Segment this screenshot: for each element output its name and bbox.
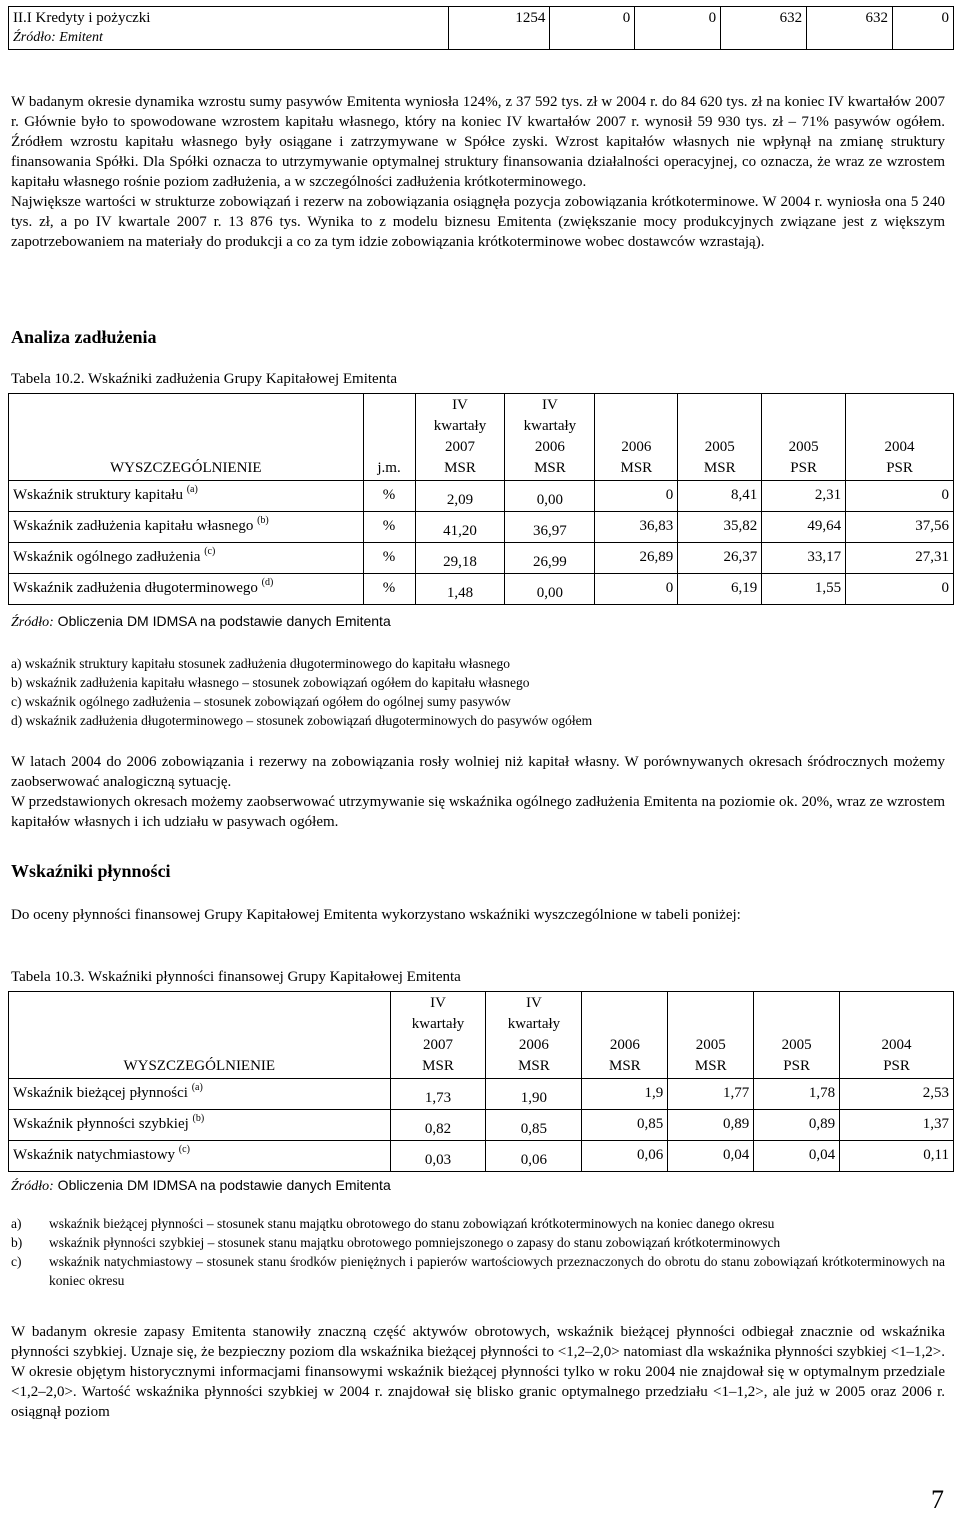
section-heading: Wskaźniki płynności — [11, 861, 171, 881]
row-label — [9, 574, 364, 605]
note-label: c) — [11, 1254, 22, 1269]
row-label — [9, 512, 364, 543]
paragraph: W badanym okresie dynamika wzrostu sumy pasywów Emitenta wyniosła 124%, z 37 592 tys. zł w 2004 r. do 84 620 tys. zł na koniec IV kwartałów 2007 r. Głównie było to spowodowane wzrostem kapitału własnego, który na koniec IV kwartałów 2007 r. wynosił 59 930 tys. zł – 71% pasywów ogółem. Źródłem wzrostu kapitału własnego były osiągane i zatrzymywane w Spółce zyski. Wzrost kapitałów własnych nie wpłynął na zmianę struktury finansowania Spółki. Dla Spółki oznacza to utrzymywanie optymalnej struktury finansowania działalności operacyjnej, co oznacza, że wraz ze wzrostem kapitału własnego rośnie poziom zadłużenia, a w szczególności zadłużenia krótkoterminowego. — [11, 94, 945, 190]
credits-label-cell — [9, 7, 449, 50]
header-line: PSR — [883, 1058, 910, 1074]
source-label: Źródło: — [11, 615, 54, 630]
table-row — [9, 1141, 954, 1172]
table-cell: 0,00 — [505, 574, 595, 605]
page-number: 7 — [931, 1485, 944, 1513]
header-line: kwartały — [411, 1016, 465, 1032]
header-line: MSR — [703, 460, 736, 476]
header-line: MSR — [534, 460, 566, 476]
note-text: wskaźnik bieżącej płynności – stosunek stanu majątku obrotowego do stanu zobowiązań krótkoterminowych na koniec danego okresu — [49, 1216, 775, 1231]
footnote-marker: (b) — [257, 515, 269, 527]
row-label — [9, 543, 364, 574]
row-label-text: Wskaźnik zadłużenia kapitału własnego — [13, 518, 254, 535]
table-cell: 0,04 — [668, 1141, 754, 1172]
table-cell: 1,48 — [415, 574, 505, 605]
header-line: IV — [452, 397, 468, 413]
column-header — [595, 394, 678, 481]
table-cell: 632 — [807, 7, 893, 50]
intro-text — [11, 92, 945, 252]
column-header — [840, 992, 954, 1079]
row-label — [9, 1141, 391, 1172]
table-cell: 26,89 — [595, 543, 678, 574]
note — [11, 1214, 945, 1233]
table-source — [11, 1176, 391, 1196]
unit-cell: % — [363, 574, 415, 605]
table-cell: 29,18 — [415, 543, 505, 574]
header-line: 2005 — [781, 1037, 812, 1053]
header-line: IV — [430, 995, 446, 1011]
header-line: MSR — [518, 1058, 550, 1074]
footnote-marker: (c) — [178, 1144, 190, 1156]
table-cell: 2,53 — [840, 1079, 954, 1110]
debt-commentary — [11, 752, 945, 832]
paragraph: W latach 2004 do 2006 zobowiązania i rezerwy na zobowiązania rosły wolniej niż kapitał własny. W porównywanych okresach śródrocznych możemy zaobserwować analogiczną sytuację. — [11, 754, 945, 790]
paragraph: W przedstawionych okresach możemy zaobserwować utrzymywanie się wskaźnika ogólnego zadłużenia Emitenta na poziomie ok. 20%, wraz ze wzrostem kapitałów własnych i ich udziału w pasywach ogółem. — [11, 794, 945, 830]
column-header: WYSZCZEGÓLNIENIE — [9, 394, 364, 481]
table-caption: Tabela 10.2. Wskaźniki zadłużenia Grupy Kapitałowej Emitenta — [11, 371, 398, 387]
column-header — [582, 992, 668, 1079]
section-heading: Analiza zadłużenia — [11, 327, 157, 347]
table-cell: 0,06 — [486, 1141, 582, 1172]
table-cell: 0 — [893, 7, 954, 50]
header-line: PSR — [790, 460, 817, 476]
note-label: b) — [11, 1235, 23, 1250]
table-cell: 26,37 — [678, 543, 762, 574]
header-line: MSR — [609, 1058, 641, 1074]
table-cell: 0,06 — [582, 1141, 668, 1172]
footnote-marker: (a) — [186, 484, 198, 496]
note-text: wskaźnik płynności szybkiej – stosunek stanu majątku obrotowego pomniejszonego o zapasy do stanu zobowiązań krótkoterminowych — [49, 1235, 781, 1250]
row-label — [9, 1110, 391, 1141]
header-line: 2007 — [444, 439, 475, 455]
header-line: 2006 — [518, 1037, 549, 1053]
row-label-text: Wskaźnik ogólnego zadłużenia — [13, 549, 201, 566]
debt-notes — [11, 654, 945, 730]
footnote-marker: (a) — [191, 1082, 203, 1094]
footnote-marker: (c) — [204, 546, 216, 558]
table-cell: 0 — [595, 481, 678, 512]
column-header — [390, 992, 486, 1079]
header-line: 2006 — [534, 439, 565, 455]
column-header — [754, 992, 840, 1079]
table-cell: 36,97 — [505, 512, 595, 543]
table-cell: 1,77 — [668, 1079, 754, 1110]
table-cell: 35,82 — [678, 512, 762, 543]
table-cell: 1,73 — [390, 1079, 486, 1110]
header-line: 2006 — [609, 1037, 640, 1053]
note: d) wskaźnik zadłużenia długoterminowego – stosunek zobowiązań długoterminowych do pasywów ogółem — [11, 713, 593, 728]
table-cell: 27,31 — [846, 543, 954, 574]
table-cell: 37,56 — [846, 512, 954, 543]
liquidity-rows — [9, 1079, 954, 1172]
source-label: Źródło: — [11, 1179, 54, 1194]
table-cell: 0,85 — [486, 1110, 582, 1141]
table-cell: 36,83 — [595, 512, 678, 543]
column-header — [505, 394, 595, 481]
column-header: WYSZCZEGÓLNIENIE — [9, 992, 391, 1079]
table-cell: 0,85 — [582, 1110, 668, 1141]
table-cell: 8,41 — [678, 481, 762, 512]
table-cell: 0,00 — [505, 481, 595, 512]
table-caption: Tabela 10.3. Wskaźniki płynności finansowej Grupy Kapitałowej Emitenta — [11, 969, 461, 985]
table-cell: 1,55 — [762, 574, 846, 605]
note-label: a) — [11, 1216, 22, 1231]
header-line: kwartały — [523, 418, 577, 434]
table-source — [11, 612, 391, 632]
table-cell: 0 — [550, 7, 635, 50]
table-row — [9, 574, 954, 605]
column-header: j.m. — [363, 394, 415, 481]
header-line: 2005 — [704, 439, 735, 455]
header-line: 2005 — [788, 439, 819, 455]
table-cell: 0,82 — [390, 1110, 486, 1141]
column-header — [846, 394, 954, 481]
table-row — [9, 1079, 954, 1110]
header-line: PSR — [783, 1058, 810, 1074]
debt-rows — [9, 481, 954, 605]
table-cell: 1254 — [449, 7, 550, 50]
footnote-marker: (d) — [261, 577, 274, 589]
liquidity-table — [8, 991, 954, 1172]
liquidity-commentary: W badanym okresie zapasy Emitenta stanowiły znaczną część aktywów obrotowych, wskaźnik bieżącej płynności odbiegał znacznie od wskaźnika płynności szybkiej. Uznaje się, że bezpieczny poziom dla wskaźnika bieżącej płynności to <1,2–2,0> natomiast dla wskaźnika płynności szybkiej <1–1,2>. W okresie objętym historycznymi informacjami finansowymi wskaźnik bieżącej płynności tylko w roku 2004 nie znajdował się w optymalnym przedziale <1,2–2,0>. Wartość wskaźnika płynności szybkiej w 2004 r. znajdował się blisko granic optymalnego przedziału <1–1,2>, ale już w 2005 oraz 2006 r. osiągnął poziom — [11, 1324, 945, 1420]
source-text: Obliczenia DM IDMSA na podstawie danych Emitenta — [53, 613, 391, 629]
column-header — [415, 394, 505, 481]
unit-cell: % — [363, 543, 415, 574]
note: c) wskaźnik ogólnego zadłużenia – stosunek zobowiązań ogółem do ogólnej sumy pasywów — [11, 694, 511, 709]
table-cell: 33,17 — [762, 543, 846, 574]
table-cell: 1,9 — [582, 1079, 668, 1110]
table-row — [9, 512, 954, 543]
row-label-text: Wskaźnik bieżącej płynności — [13, 1085, 188, 1102]
source-text: Obliczenia DM IDMSA na podstawie danych Emitenta — [53, 1177, 391, 1193]
header-line: PSR — [886, 460, 913, 476]
note: a) wskaźnik struktury kapitału stosunek zadłużenia długoterminowego do kapitału własnego — [11, 656, 510, 671]
liquidity-intro: Do oceny płynności finansowej Grupy Kapitałowej Emitenta wykorzystano wskaźniki wyszczególnione w tabeli poniżej: — [11, 907, 741, 923]
table-header-row — [9, 394, 954, 481]
header-line: IV — [526, 995, 542, 1011]
row-label-text: Wskaźnik zadłużenia długoterminowego — [13, 580, 258, 597]
header-line: kwartały — [507, 1016, 561, 1032]
row-label-text: Wskaźnik natychmiastowy — [13, 1147, 176, 1164]
row-label — [9, 481, 364, 512]
table-cell: 0,89 — [754, 1110, 840, 1141]
credits-table — [8, 6, 954, 50]
header-line: 2004 — [881, 1037, 912, 1053]
note — [11, 1252, 945, 1290]
table-cell: 6,19 — [678, 574, 762, 605]
table-cell: 1,90 — [486, 1079, 582, 1110]
table-header-row — [9, 992, 954, 1079]
paragraph: Największe wartości w strukturze zobowiązań i rezerw na zobowiązania osiągnęła pozycja zobowiązania krótkoterminowe. W 2004 r. wyniosła ona 5 240 tys. zł, a po IV kwartale 2007 r. 13 876 tys. Wynika to z modelu biznesu Emitenta (zwiększanie mocy produkcyjnych związane jest z większym zapotrzebowaniem na materiały do produkcji a co za tym idzie zobowiązania krótkoterminowe wobec dostawców wzrastają). — [11, 194, 945, 250]
table-cell: 0,11 — [840, 1141, 954, 1172]
table-cell: 0,04 — [754, 1141, 840, 1172]
note-text: wskaźnik natychmiastowy – stosunek stanu środków pieniężnych i papierów wartościowych przeznaczonych do obrotu do stanu zobowiązań krótkoterminowych na koniec okresu — [49, 1254, 945, 1288]
table-cell: 2,09 — [415, 481, 505, 512]
liquidity-notes — [11, 1214, 945, 1290]
table-cell: 0,03 — [390, 1141, 486, 1172]
column-header — [486, 992, 582, 1079]
table-cell: 41,20 — [415, 512, 505, 543]
table-cell: 49,64 — [762, 512, 846, 543]
footnote-marker: (b) — [192, 1113, 205, 1125]
header-line: IV — [542, 397, 558, 413]
table-cell: 2,31 — [762, 481, 846, 512]
unit-cell: % — [363, 481, 415, 512]
note — [11, 1233, 945, 1252]
table-cell: 0 — [595, 574, 678, 605]
table-cell: 26,99 — [505, 543, 595, 574]
header-line: MSR — [422, 1058, 454, 1074]
header-line: MSR — [620, 460, 653, 476]
table-cell: 0,89 — [668, 1110, 754, 1141]
table-row — [9, 7, 954, 50]
table-row — [9, 543, 954, 574]
table-cell: 632 — [721, 7, 807, 50]
row-label-text: Wskaźnik płynności szybkiej — [13, 1116, 189, 1133]
table-cell: 0 — [635, 7, 721, 50]
column-header — [762, 394, 846, 481]
row-label — [9, 1079, 391, 1110]
header-line: kwartały — [433, 418, 487, 434]
table-row — [9, 1110, 954, 1141]
header-line: MSR — [694, 1058, 727, 1074]
table-cell: 0 — [846, 481, 954, 512]
header-line: 2005 — [695, 1037, 726, 1053]
column-header — [668, 992, 754, 1079]
header-line: 2004 — [884, 439, 915, 455]
table-row — [9, 481, 954, 512]
row-label-text: Wskaźnik struktury kapitału — [13, 487, 183, 504]
credits-source: Źródło: Emitent — [13, 29, 103, 45]
header-line: 2006 — [621, 439, 652, 455]
table-cell: 1,37 — [840, 1110, 954, 1141]
header-line: MSR — [444, 460, 476, 476]
note: b) wskaźnik zadłużenia kapitału własnego – stosunek zobowiązań ogółem do kapitału własnego — [11, 675, 530, 690]
unit-cell: % — [363, 512, 415, 543]
credits-label: II.I Kredyty i pożyczki — [13, 10, 151, 26]
debt-ratios-table — [8, 393, 954, 605]
table-cell: 0 — [846, 574, 954, 605]
table-cell: 1,78 — [754, 1079, 840, 1110]
column-header — [678, 394, 762, 481]
header-line: 2007 — [423, 1037, 453, 1053]
